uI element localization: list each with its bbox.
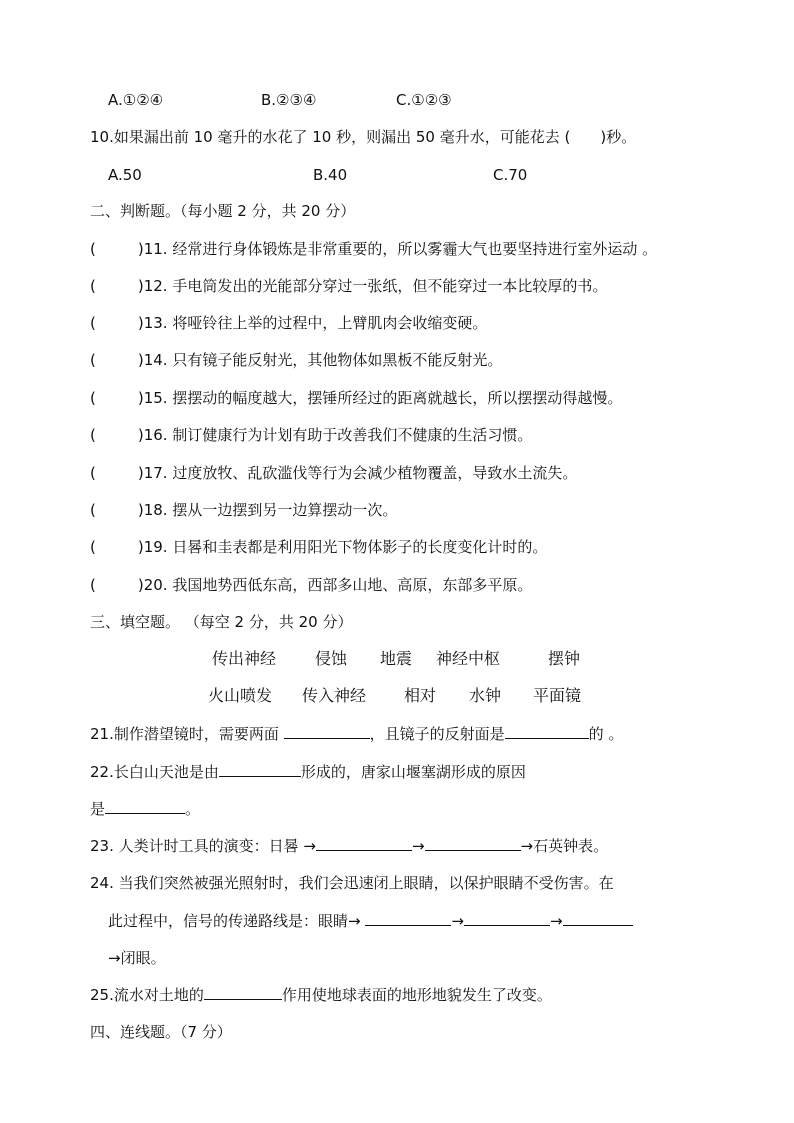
q23-text-c: →石英钟表。 <box>520 837 609 855</box>
item-text: 制订健康行为计划有助于改善我们不健康的生活习惯。 <box>172 426 533 444</box>
q24-text-e: →闭眼。 <box>108 949 166 967</box>
judge-item <box>90 239 657 259</box>
item-number: )14. <box>137 351 168 369</box>
section2-title: 二、判断题。（每小题 2 分，共 20 分） <box>90 202 356 220</box>
q24-blank-2[interactable] <box>464 911 550 926</box>
judge-item <box>90 313 487 333</box>
item-number: )18. <box>137 501 168 519</box>
q10-text-a: 10.如果漏出前 10 毫升的水花了 10 秒，则漏出 50 毫升水，可能花去 ( <box>90 128 571 146</box>
item-number: )19. <box>137 538 168 556</box>
q10-text-b: )秒。 <box>600 128 637 146</box>
q9-option-c: C.①②③ <box>396 91 452 109</box>
judge-item <box>90 425 532 445</box>
q21-blank-2[interactable] <box>505 724 589 739</box>
q22-text-a: 22.长白山天池是由 <box>90 763 219 781</box>
q21-text-b: ，且镜子的反射面是 <box>369 725 505 743</box>
judge-item <box>90 276 607 296</box>
section3-title: 三、填空题。 （每空 2 分，共 20 分） <box>90 613 353 631</box>
q21 <box>90 724 623 744</box>
word-bank-item: 地震 <box>380 649 413 668</box>
q25-text-a: 25.流水对土地的 <box>90 986 204 1004</box>
item-number: )16. <box>137 426 168 444</box>
q24 <box>90 873 614 893</box>
q22-blank-2[interactable] <box>105 799 185 814</box>
word-bank-item: 传出神经 <box>212 649 277 668</box>
open-bracket: ( <box>90 314 96 332</box>
q23-blank-1[interactable] <box>316 836 412 851</box>
open-bracket: ( <box>90 351 96 369</box>
item-number: )15. <box>137 389 168 407</box>
q24-end <box>108 948 166 968</box>
item-text: 过度放牧、乱砍滥伐等行为会减少植物覆盖，导致水土流失。 <box>172 464 578 482</box>
word-bank-item: 火山喷发 <box>208 686 273 705</box>
item-text: 摆从一边摆到另一边算摆动一次。 <box>172 501 398 519</box>
q10-option-c: C.70 <box>493 166 528 184</box>
judge-item <box>90 350 502 370</box>
q24-blank-1[interactable] <box>365 911 451 926</box>
item-text: 我国地势西低东高，西部多山地、高原，东部多平原。 <box>172 576 533 594</box>
q10-option-b: B.40 <box>313 166 348 184</box>
q24-text-b: 此过程中，信号的传递路线是：眼睛→ <box>108 912 361 930</box>
q23-blank-2[interactable] <box>425 836 521 851</box>
q9-option-a: A.①②④ <box>108 91 164 109</box>
q22-blank-1[interactable] <box>219 762 301 777</box>
q10-option-a: A.50 <box>108 166 142 184</box>
open-bracket: ( <box>90 240 96 258</box>
item-text: 经常进行身体锻炼是非常重要的，所以雾霾大气也要坚持进行室外运动 。 <box>172 240 658 258</box>
q23 <box>90 836 608 856</box>
section4-title: 四、连线题。（7 分） <box>90 1023 232 1041</box>
word-bank-item: 传入神经 <box>302 686 367 705</box>
word-bank-item: 水钟 <box>469 686 502 705</box>
judge-item <box>90 388 622 408</box>
item-text: 只有镜子能反射光，其他物体如黑板不能反射光。 <box>172 351 503 369</box>
q23-text-a: 23. 人类计时工具的演变：日晷 → <box>90 837 316 855</box>
q22-text-b: 形成的，唐家山堰塞湖形成的原因 <box>300 763 526 781</box>
q21-text-a: 21.制作潜望镜时，需要两面 <box>90 725 279 743</box>
item-text: 摆摆动的幅度越大，摆锤所经过的距离就越长，所以摆摆动得越慢。 <box>172 389 623 407</box>
judge-item <box>90 500 397 520</box>
q22-text-d: 。 <box>185 800 201 818</box>
q24-text-a: 24. 当我们突然被强光照射时，我们会迅速闭上眼睛，以保护眼睛不受伤害。在 <box>90 874 614 892</box>
q24-arrow-2: → <box>549 912 563 930</box>
item-number: )11. <box>137 240 168 258</box>
open-bracket: ( <box>90 576 96 594</box>
item-number: )17. <box>137 464 168 482</box>
q21-blank-1[interactable] <box>284 724 370 739</box>
item-number: )20. <box>137 576 168 594</box>
q25-blank-1[interactable] <box>204 985 282 1000</box>
q9-option-b: B.②③④ <box>261 91 317 109</box>
q24-continued <box>108 911 633 931</box>
judge-item <box>90 463 577 483</box>
word-bank-item: 神经中枢 <box>436 649 501 668</box>
word-bank-item: 摆钟 <box>548 649 581 668</box>
q10-question <box>90 127 636 147</box>
q22-text-c: 是 <box>90 800 106 818</box>
item-text: 手电筒发出的光能部分穿过一张纸，但不能穿过一本比较厚的书。 <box>172 277 608 295</box>
open-bracket: ( <box>90 538 96 556</box>
q25-text-b: 作用使地球表面的地形地貌发生了改变。 <box>281 986 552 1004</box>
q24-arrow-1: → <box>451 912 464 930</box>
open-bracket: ( <box>90 389 96 407</box>
word-bank-item: 相对 <box>404 686 437 705</box>
q22-continued <box>90 799 200 819</box>
item-text: 日晷和圭表都是利用阳光下物体影子的长度变化计时的。 <box>172 538 548 556</box>
q25 <box>90 985 552 1005</box>
open-bracket: ( <box>90 464 96 482</box>
q21-text-c: 的 。 <box>588 725 624 743</box>
q24-blank-3[interactable] <box>563 911 633 926</box>
item-number: )13. <box>137 314 168 332</box>
item-number: )12. <box>137 277 168 295</box>
item-text: 将哑铃往上举的过程中，上臂肌肉会收缩变硬。 <box>172 314 488 332</box>
q23-text-b: → <box>411 837 425 855</box>
judge-item <box>90 575 532 595</box>
judge-item <box>90 537 547 557</box>
word-bank-item: 侵蚀 <box>315 649 348 668</box>
open-bracket: ( <box>90 277 96 295</box>
word-bank-item: 平面镜 <box>533 686 582 705</box>
open-bracket: ( <box>90 501 96 519</box>
open-bracket: ( <box>90 426 96 444</box>
q22 <box>90 762 526 782</box>
